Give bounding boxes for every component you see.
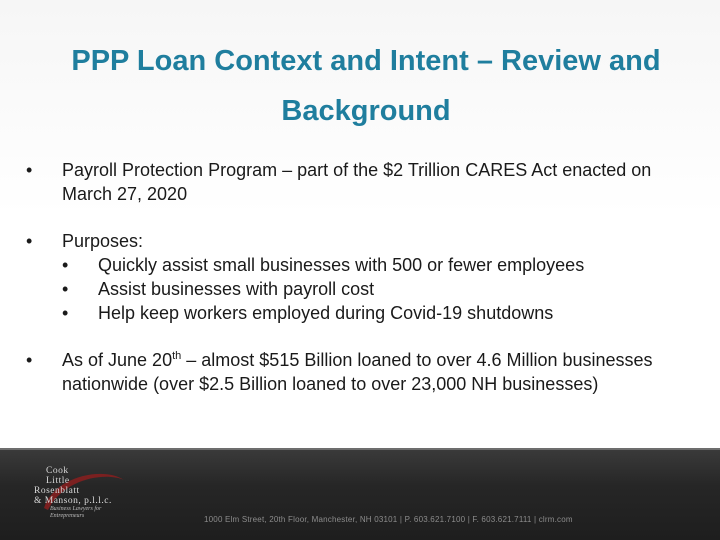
bullet-mark: •	[26, 350, 33, 370]
sub-bullet-item	[62, 277, 706, 301]
sub-bullet-list	[62, 253, 706, 325]
logo-tagline: Business Lawyers for Entrepreneurs	[50, 506, 102, 519]
bullet-text-part: As of June 20	[62, 350, 173, 370]
bullet-mark: •	[26, 160, 33, 180]
sub-bullet-item	[62, 253, 706, 277]
footer-bar	[0, 448, 720, 540]
logo-line: Rosenblatt	[34, 486, 80, 496]
bullet-item	[26, 229, 706, 325]
sub-bullet-text: Quickly assist small businesses with 500 or fewer employees	[98, 255, 585, 275]
bullet-text-part: – almost $515 Billion loaned to over 4.6 Million businesses nationwide (over $2.5 Billion loaned to over 23,000 NH businesses)	[62, 350, 653, 394]
bullet-body	[62, 229, 706, 325]
logo-line: & Manson, p.l.l.c.	[34, 496, 112, 506]
bullet-mark: •	[62, 303, 69, 323]
logo-line: Cook	[46, 466, 69, 476]
bullet-text: Payroll Protection Program – part of the $2 Trillion CARES Act enacted on March 27, 2020	[62, 160, 652, 204]
sub-bullet-item	[62, 301, 706, 325]
bullet-mark: •	[26, 231, 33, 251]
bullet-item	[26, 348, 706, 396]
sub-bullet-text: Assist businesses with payroll cost	[98, 279, 375, 299]
bullet-mark: •	[62, 255, 69, 275]
firm-logo	[32, 464, 132, 538]
sub-bullet-text: Help keep workers employed during Covid-19 shutdowns	[98, 303, 554, 323]
ordinal-suffix: th	[172, 350, 182, 362]
bullet-item	[26, 158, 706, 206]
footer-contact-info: 1000 Elm Street, 20th Floor, Manchester, NH 03101 | P. 603.621.7100 | F. 603.621.7111 | clrm.com	[204, 515, 573, 524]
slide-title: PPP Loan Context and Intent – Review and Background	[71, 45, 661, 127]
bullet-list	[26, 158, 706, 419]
bullet-text: Purposes:	[62, 231, 144, 251]
bullet-text	[62, 348, 706, 396]
bullet-mark: •	[62, 279, 69, 299]
logo-line: Little	[46, 476, 70, 486]
